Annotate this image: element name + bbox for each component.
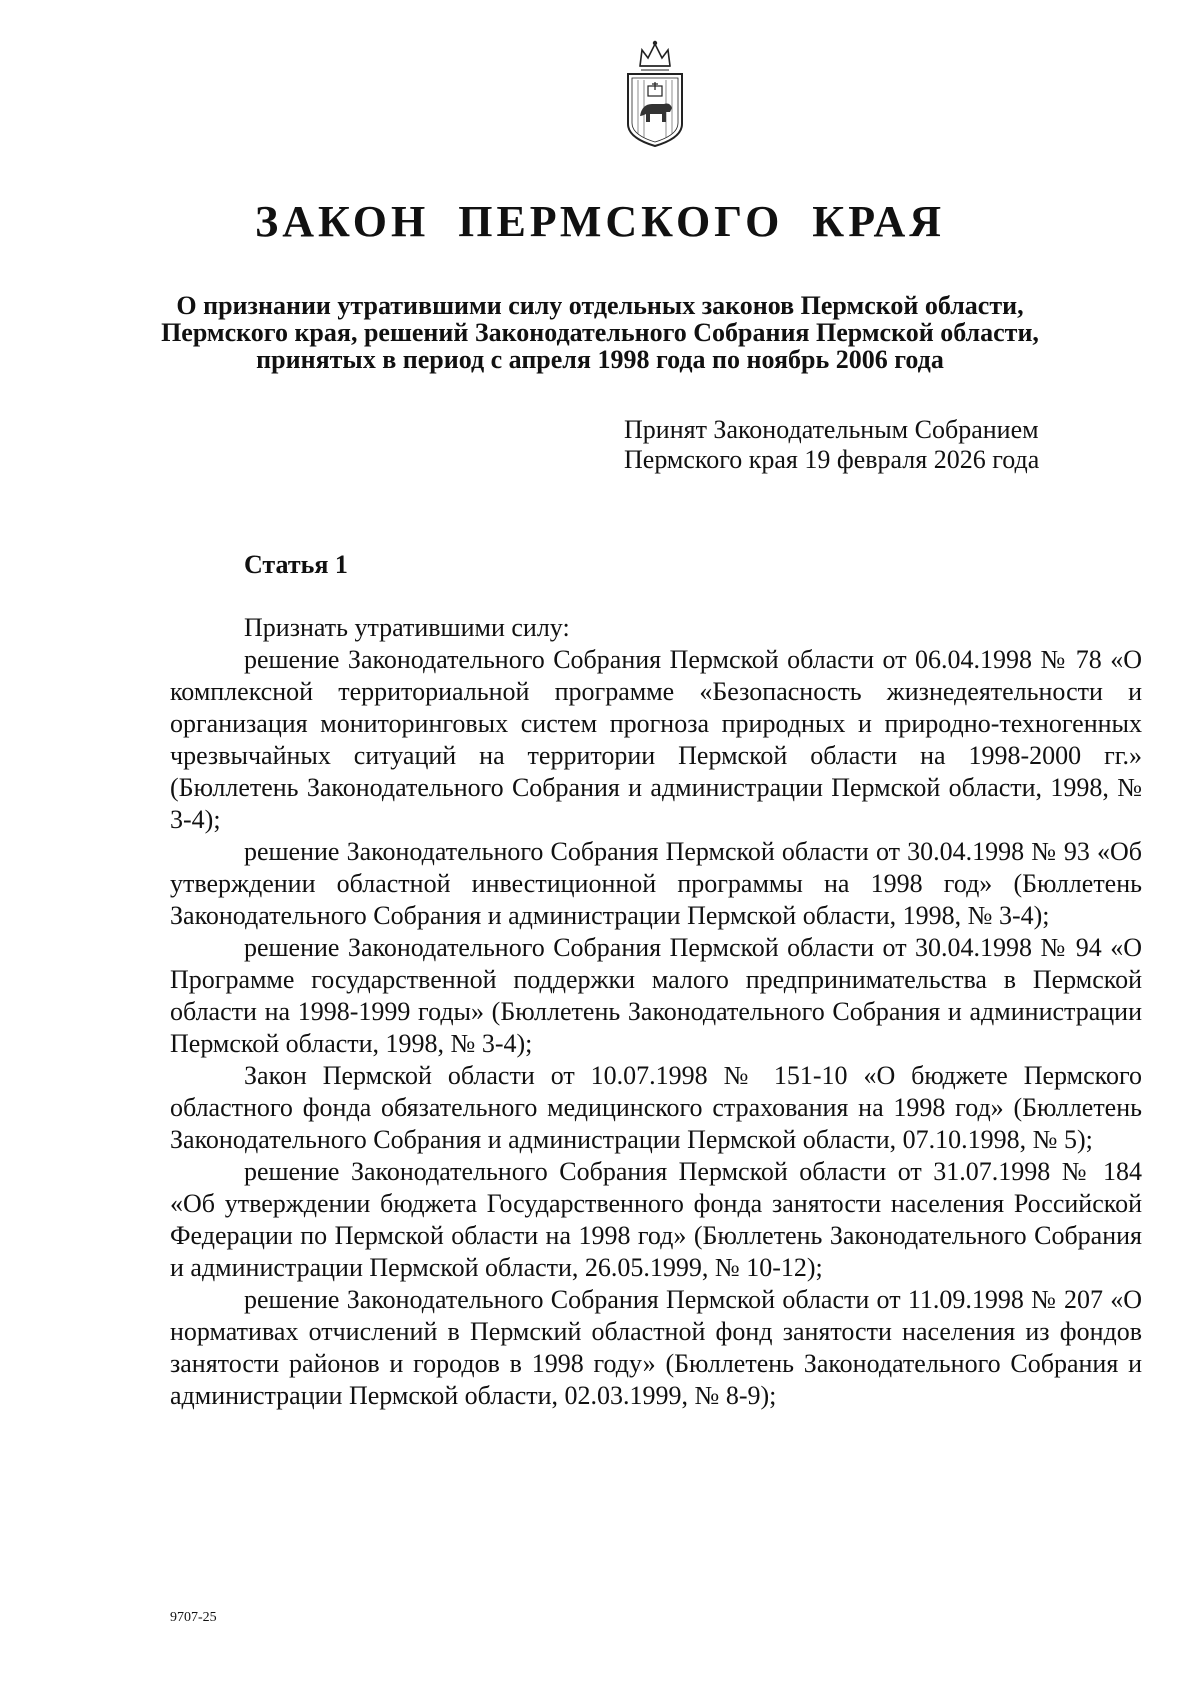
document-code: 9707-25: [170, 1610, 217, 1625]
subtitle-line: Пермского края, решений Законодательного Собрания Пермской области,: [161, 318, 1039, 347]
repealed-act-item: решение Законодательного Собрания Пермской области от 30.04.1998 № 93 «Об утверждении областной инвестиционной программы на 1998 год» (Бюллетень Законодательного Собрания и администрации Пермской области, 1998, № 3-4);: [170, 837, 1142, 930]
repealed-act-item: Закон Пермской области от 10.07.1998 № 151-10 «О бюджете Пермского областного фонда обязательного медицинского страхования на 1998 год» (Бюллетень Законодательного Собрания и администрации Пермской области, 07.10.1998, № 5);: [170, 1061, 1142, 1154]
adoption-line: Принят Законодательным Собранием: [624, 415, 1039, 444]
article-intro: Признать утратившими силу:: [244, 613, 570, 642]
article-heading: Статья 1: [244, 550, 348, 579]
document-subtitle: [120, 292, 1080, 373]
subtitle-line: О признании утратившими силу отдельных законов Пермской области,: [176, 291, 1024, 320]
repealed-act-item: решение Законодательного Собрания Пермской области от 06.04.1998 № 78 «О комплексной территориальной программе «Безопасность жизнедеятельности и организация мониторинговых систем прогноза природных и природно-техногенных чрезвычайных ситуаций на территории Пермской области на 1998-2000 гг.» (Бюллетень Законодательного Собрания и администрации Пермской области, 1998, № 3-4);: [170, 645, 1142, 834]
adoption-note: [624, 415, 1039, 475]
adoption-line: Пермского края 19 февраля 2026 года: [624, 445, 1040, 474]
article-body: [170, 612, 1142, 1412]
repealed-act-item: решение Законодательного Собрания Пермской области от 30.04.1998 № 94 «О Программе государственной поддержки малого предпринимательства в Пермской области на 1998-1999 годы» (Бюллетень Законодательного Собрания и администрации Пермской области, 1998, № 3-4);: [170, 933, 1142, 1058]
subtitle-line: принятых в период с апреля 1998 года по ноябрь 2006 года: [256, 345, 944, 374]
repealed-act-item: решение Законодательного Собрания Пермской области от 31.07.1998 № 184 «Об утверждении бюджета Государственного фонда занятости населения Российской Федерации по Пермской области на 1998 год» (Бюллетень Законодательного Собрания и администрации Пермской области, 26.05.1999, № 10-12);: [170, 1157, 1142, 1282]
document-title: ЗАКОН ПЕРМСКОГО КРАЯ: [254, 197, 946, 246]
repealed-act-item: решение Законодательного Собрания Пермской области от 11.09.1998 № 207 «О нормативах отчислений в Пермский областной фонд занятости населения из фондов занятости районов и городов в 1998 году» (Бюллетень Законодательного Собрания и администрации Пермской области, 02.03.1999, № 8-9);: [170, 1285, 1142, 1410]
perm-krai-coat-of-arms-icon: [620, 38, 690, 150]
